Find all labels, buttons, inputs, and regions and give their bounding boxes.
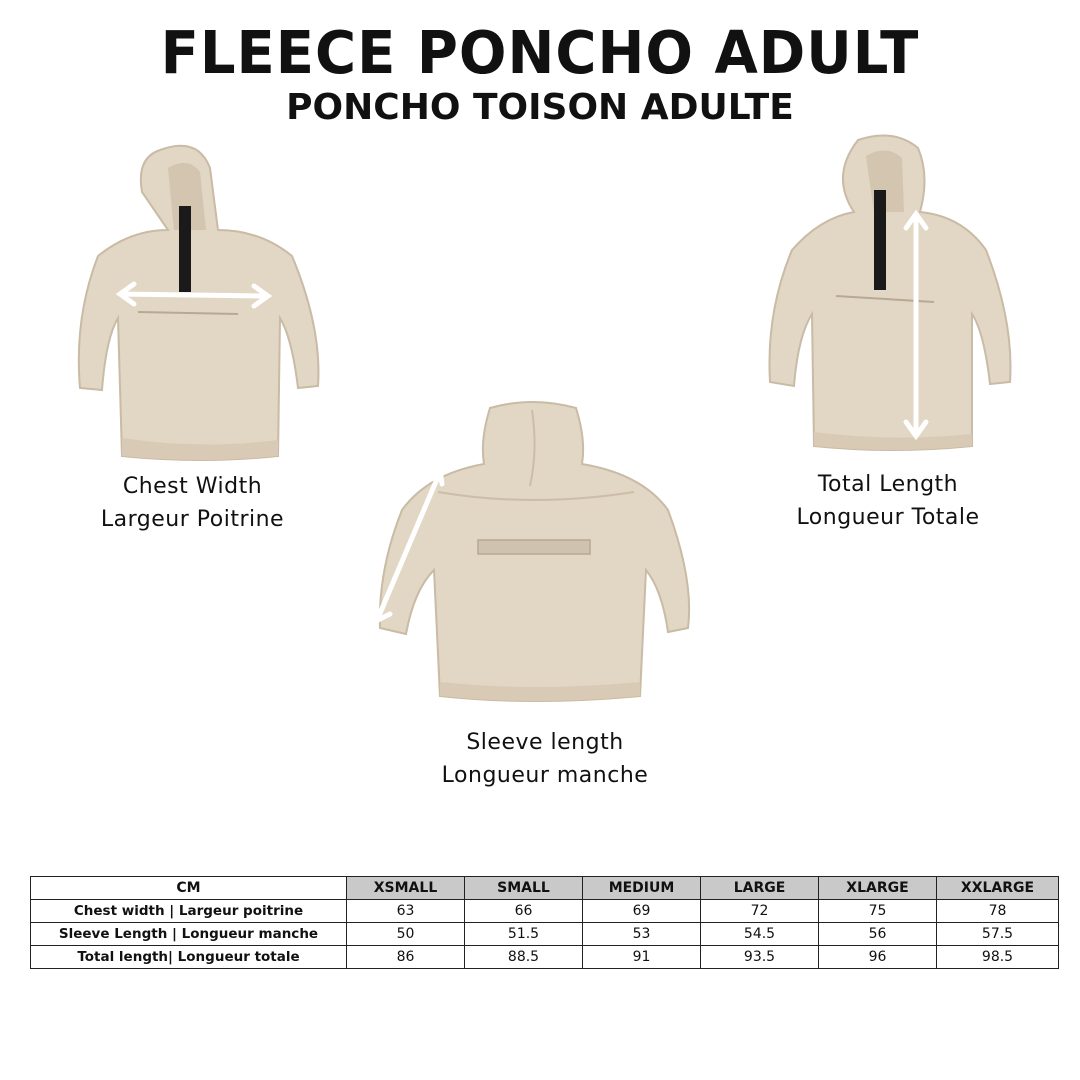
side-hoodie-length-image [762, 132, 1020, 462]
chest-caption [60, 470, 325, 536]
table-cell: 72 [701, 900, 819, 923]
sleeve-caption [410, 726, 680, 792]
table-cell: 93.5 [701, 946, 819, 969]
table-cell: 75 [819, 900, 937, 923]
table-cell: 98.5 [937, 946, 1059, 969]
table-cell: 91 [583, 946, 701, 969]
table-cell: 50 [347, 923, 465, 946]
row-label: Total length| Longueur totale [31, 946, 347, 969]
sleeve-caption-en: Sleeve length [466, 730, 624, 755]
back-pocket-flap [478, 540, 590, 554]
front-hoodie-chest-image [60, 138, 330, 468]
length-caption-en: Total Length [817, 472, 959, 497]
table-cell: 88.5 [465, 946, 583, 969]
zip-placket [179, 206, 191, 292]
table-cell: 86 [347, 946, 465, 969]
table-cell: 69 [583, 900, 701, 923]
table-cell: 66 [465, 900, 583, 923]
unit-header: CM [31, 877, 347, 900]
length-caption-fr: Longueur Totale [796, 505, 980, 530]
zip-placket [874, 190, 886, 290]
size-header: SMALL [465, 877, 583, 900]
row-label: Sleeve Length | Longueur manche [31, 923, 347, 946]
table-cell: 63 [347, 900, 465, 923]
table-cell: 56 [819, 923, 937, 946]
size-header: LARGE [701, 877, 819, 900]
table-cell: 53 [583, 923, 701, 946]
size-header: XSMALL [347, 877, 465, 900]
page-title: FLEECE PONCHO ADULT [160, 19, 920, 88]
table-cell: 78 [937, 900, 1059, 923]
table-cell: 57.5 [937, 923, 1059, 946]
size-header: XLARGE [819, 877, 937, 900]
size-chart-table [30, 876, 1059, 969]
table-cell: 54.5 [701, 923, 819, 946]
page-subtitle: PONCHO TOISON ADULTE [286, 87, 794, 128]
table-row [31, 923, 1059, 946]
table-cell: 96 [819, 946, 937, 969]
chest-caption-fr: Largeur Poitrine [100, 507, 285, 532]
back-hoodie-sleeve-image [372, 400, 698, 710]
size-header: XXLARGE [937, 877, 1059, 900]
sleeve-caption-fr: Longueur manche [441, 763, 649, 788]
size-header: MEDIUM [583, 877, 701, 900]
table-row [31, 946, 1059, 969]
chest-caption-en: Chest Width [122, 474, 263, 499]
row-label: Chest width | Largeur poitrine [31, 900, 347, 923]
table-header-row [31, 877, 1059, 900]
length-caption [770, 468, 1006, 534]
table-row [31, 900, 1059, 923]
table-cell: 51.5 [465, 923, 583, 946]
